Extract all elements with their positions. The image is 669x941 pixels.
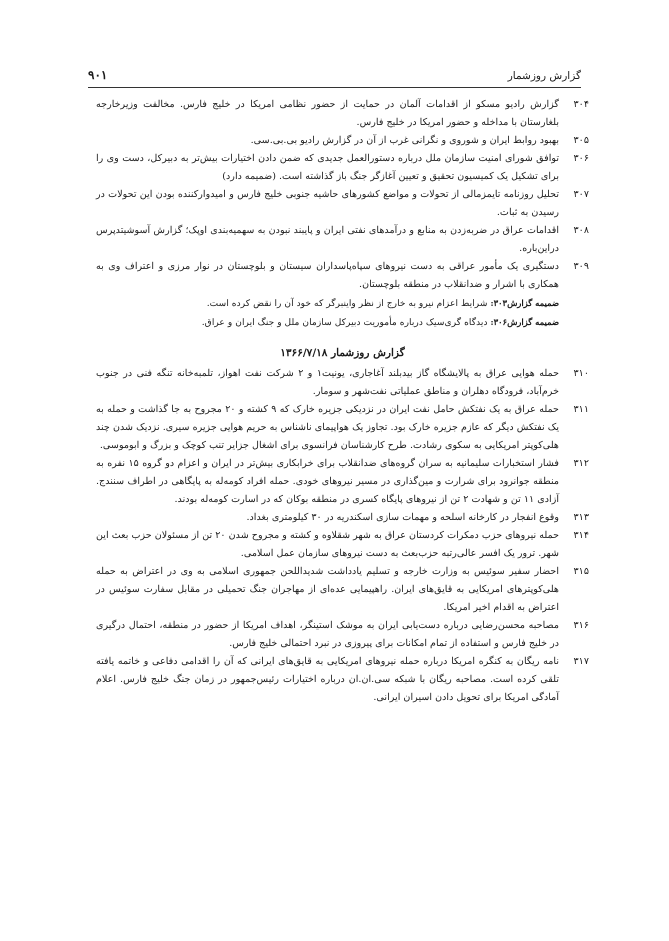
entry-text: احضار سفیر سوئیس به وزارت خارجه و تسلیم یادداشت شدیداللحن جمهوری اسلامی به وی در اعتراض به حمله هلی‌کوپترهای امریکایی به قایق‌های ایران. راهپیمایی عده‌ای از مهاجران جنگ تحمیلی در مقابل سفارت سوئیس در اعتراض به اقدام اخیر امریکا. — [96, 566, 559, 613]
appendix-note — [96, 313, 589, 332]
entry-number: ۳۰۷ — [573, 189, 589, 200]
entry-number: ۳۰۸ — [573, 225, 589, 236]
entry-number: ۳۱۵ — [573, 566, 589, 577]
report-entry — [96, 186, 589, 222]
entry-text: بهبود روابط ایران و شوروی و نگرانی غرب از آن در گزارش رادیو بی.بی.سی. — [250, 135, 559, 146]
report-entry — [96, 96, 589, 132]
report-entry — [96, 509, 589, 527]
entry-number: ۳۱۶ — [573, 620, 589, 631]
entries-list-bottom — [96, 365, 589, 707]
header-divider — [88, 87, 581, 88]
report-entry — [96, 401, 589, 455]
entry-number: ۳۰۹ — [573, 261, 589, 272]
entry-text: توافق شورای امنیت سازمان ملل درباره دستورالعمل جدیدی که ضمن دادن اختیارات بیش‌تر به دبیرکل، دست وی را برای تشکیل یک کمیسیون تحقیق و تعیین آغازگر جنگ باز گذاشته است. (ضمیمه دارد) — [96, 153, 559, 182]
report-body — [96, 96, 589, 707]
report-entry — [96, 365, 589, 401]
entry-number: ۳۰۶ — [573, 153, 589, 164]
report-entry — [96, 617, 589, 653]
entry-number: ۳۰۴ — [573, 99, 589, 110]
appendix-list — [96, 294, 589, 332]
page-header — [88, 60, 581, 82]
entry-number: ۳۱۳ — [573, 512, 589, 523]
entry-text: اقدامات عراق در ضربه‌زدن به منابع و درآمدهای نفتی ایران و پایبند نبودن به سهمیه‌بندی اوپک؛ گزارش آسوشیتدپرس دراین‌باره. — [96, 225, 559, 254]
report-entry — [96, 258, 589, 294]
entry-text: نامه ریگان به کنگره امریکا درباره حمله نیروهای امریکایی به قایق‌های ایرانی که آن را اقدامی دفاعی و خاتمه یافته تلقی کرده است. مصاحبه ریگان با شبکه سی.ان.ان درباره اختیارات رئیس‌جمهور در زمان جنگ خلیج فارس. اعلام آمادگی امریکا برای تحویل دادن اسیران ایرانی. — [96, 656, 559, 703]
entry-text: دستگیری یک مأمور عراقی به دست نیروهای سپاه‌پاسداران سیستان و بلوچستان در نوار مرزی و اعتراف وی به همکاری با اشرار و ضدانقلاب در منطقه بلوچستان. — [96, 261, 559, 290]
running-title: گزارش روزشمار — [507, 70, 581, 82]
report-entry — [96, 653, 589, 707]
entry-text: حمله هوایی عراق به پالایشگاه گاز بیدبلند آغاجاری، یونیت۱ و ۲ شرکت نفت اهواز، تلمبه‌خانه تنگه فنی در جنوب خرم‌آباد، فرودگاه دهلران و مناطق عملیاتی نفت‌شهر و سومار. — [96, 368, 560, 397]
appendix-note — [96, 294, 589, 313]
section-title: گزارش روزشمار ۱۳۶۶/۷/۱۸ — [280, 347, 405, 359]
report-entry — [96, 222, 589, 258]
entry-number: ۳۱۷ — [573, 656, 589, 667]
page-number: ۹۰۱ — [88, 68, 108, 82]
report-entry — [96, 150, 589, 186]
entry-text: وقوع انفجار در کارخانه اسلحه و مهمات سازی اسکندریه در ۳۰ کیلومتری بغداد. — [246, 512, 559, 523]
entry-number: ۳۱۰ — [573, 368, 589, 379]
entry-text: مصاحبه محسن‌رضایی درباره دست‌یابی ایران به موشک استینگر، اهداف امریکا از حضور در منطقه، احتمال درگیری در خلیج فارس و استفاده از تمام امکانات برای پیروزی در نبرد احتمالی خلیج فارس. — [96, 620, 559, 649]
entry-text: حمله عراق به یک نفتکش حامل نفت ایران در نزدیکی جزیره خارک که ۹ کشته و ۲۰ مجروح به جا گذاشت و حمله به یک نفتکش دیگر که عازم جزیره خارک بود. تجاوز یک هواپیمای ناشناس به حریم هوایی جزیره سیری. نزدیک شدن چند هلی‌کوپتر امریکایی به سکوی رشادت. طرح کارشناسان فرانسوی برای اشغال جزایر تنب کوچک و بزرگ و ابوموسی. — [96, 404, 559, 451]
report-entry — [96, 563, 589, 617]
entry-number: ۳۱۴ — [573, 530, 589, 541]
entry-number: ۳۱۱ — [573, 404, 589, 415]
appendix-text: شرایط اعزام نیرو به خارج از نظر واینبرگر که خود آن را نقض کرده است. — [206, 298, 491, 309]
report-entry — [96, 132, 589, 150]
appendix-text: دیدگاه گری‌سیک درباره مأموریت دبیرکل سازمان ملل و جنگ ایران و عراق. — [201, 317, 491, 328]
entry-text: گزارش رادیو مسکو از اقدامات آلمان در حمایت از حضور نظامی امریکا در خلیج فارس. مخالفت وزیرخارجه بلغارستان با مداخله و حضور امریکا در خلیج فارس. — [96, 99, 559, 128]
entry-text: حمله نیروهای حزب دمکرات کردستان عراق به شهر شقلاوه و کشته و مجروح شدن ۲۰ تن از مسئولان حزب بعث این شهر. ترور یک افسر عالی‌رتبه حزب‌بعث به دست نیروهای سازمان عمل اسلامی. — [96, 530, 559, 559]
report-entry — [96, 455, 589, 509]
report-entry — [96, 527, 589, 563]
appendix-label: ضمیمه گزارش۳۰۳: — [490, 298, 559, 308]
entry-number: ۳۰۵ — [573, 135, 589, 146]
entry-text: فشار استخبارات سلیمانیه به سران گروه‌های ضدانقلاب برای خرابکاری بیش‌تر در ایران و اعزام دو گروه ۱۵ نفره به منطقه جوانرود برای شرارت و مین‌گذاری در مسیر نیروهای خودی. حمله افراد کومه‌له به پایگاهی در اطراف سنندج. آزادی ۱۱ تن و شهادت ۲ تن از نیروهای پایگاه کسری در منطقه بوکان که در اسارت کومه‌له بودند. — [96, 458, 559, 505]
appendix-label: ضمیمه گزارش۳۰۶: — [490, 317, 559, 327]
entry-number: ۳۱۲ — [573, 458, 589, 469]
entry-text: تحلیل روزنامه تایمزمالی از تحولات و مواضع کشورهای حاشیه جنوبی خلیج فارس و امیدوارکننده بودن این تحولات در رسیدن به ثبات. — [96, 189, 559, 218]
entries-list-top — [96, 96, 589, 294]
